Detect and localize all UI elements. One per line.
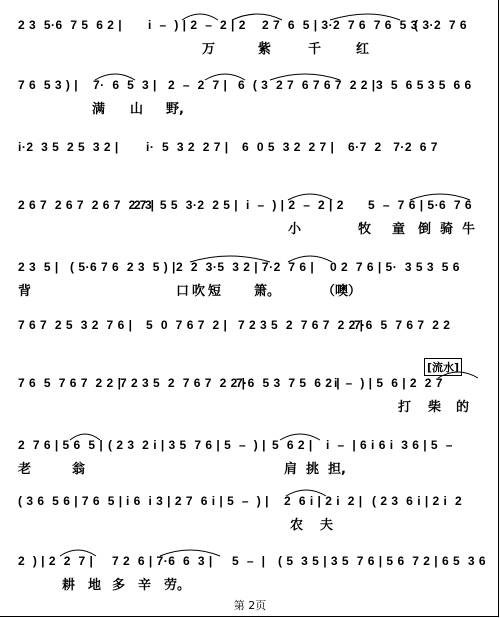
lyric: 打	[398, 400, 412, 415]
lyric: 童	[392, 222, 406, 237]
lyric: 小	[288, 222, 302, 237]
notation-segment: 5 6 2 |	[272, 438, 313, 452]
notation-segment: 2 3 5 |	[18, 260, 59, 274]
lyric: 牛	[462, 222, 476, 237]
lyric: 野,	[166, 102, 184, 117]
tempo-marking: [流水]	[424, 358, 462, 376]
notation-segment: 5 – 7 6 | 5·6 7 6	[368, 198, 473, 212]
notation-segment: 6 0 5 3 2 2 7 |	[242, 140, 335, 154]
notation-segment: 5 – |	[232, 554, 266, 568]
lyric: 山	[130, 102, 144, 117]
lyric: 地	[88, 578, 102, 593]
notation-segment: 2 2 3·5 3 2 | 7·2 7 6 |	[176, 260, 315, 274]
notation-segment: 2 7 6 | 5 6 5 |	[18, 438, 104, 452]
lyric: 箫。	[254, 284, 281, 299]
notation-segment: ( 5 3 5 | 3 5 7 6 | 5 6 7 2 | 6 5 3 6	[278, 554, 487, 568]
notation-segment: 2 7 6 5 | 3·2 7 6 7 6 5 3	[262, 18, 418, 32]
lyric: 的	[456, 400, 470, 415]
lyric: 柴	[428, 400, 442, 415]
notation-segment: 7 2 6 | 7·6 6 3 |	[112, 554, 213, 568]
notation-segment: i· 5 3 2 2 7 |	[146, 140, 229, 154]
notation-segment: 2 3 5·6 7 5 6 2 |	[18, 18, 123, 32]
notation-segment: i·2 3 5 2 5 3 2 |	[18, 140, 119, 154]
notation-segment: 7·6 5 3 7 5 6 2 |	[236, 376, 341, 390]
notation-segment: 7 2 3 5 2 7 6 7 2 2 |	[238, 318, 364, 332]
lyric: 背	[18, 284, 32, 299]
lyric: 挑	[306, 462, 320, 477]
lyric: 担,	[328, 462, 346, 477]
lyric: 老	[18, 462, 32, 477]
notation-segment: 7 2 3 5 2 7 6 7 2 2 |	[120, 376, 246, 390]
notation-segment: 2 6 i | 2 i 2 |	[284, 494, 363, 508]
lyric: 劳。	[164, 578, 191, 593]
lyric: 千	[308, 42, 322, 57]
notation-segment: 2 6 7 2 6 7 2 6 7 2 7 |	[18, 198, 155, 212]
notation-segment: 6·7 2 7·2 6 7	[348, 140, 438, 154]
notation-segment: 0 2 7 6 | 5· 3 5 3 5 6	[330, 260, 460, 274]
notation-segment: 6 ( 3 2 7 6 7 6 7 2 2 |	[238, 78, 376, 92]
notation-segment: 7 6 5 3 ) |	[18, 78, 79, 92]
notation-segment: 3 5 6 5 3 5 6 6	[376, 78, 472, 92]
notation-segment: 2 – 2 7 |	[168, 78, 228, 92]
notation-segment: ( 5·6 7 6 2 3 5 ) |	[70, 260, 176, 274]
lyric: 肩	[284, 462, 298, 477]
notation-segment: ( 3 6 5 6 | 7 6 5 |	[18, 494, 123, 508]
notation-segment: 2 ) | 2 2 7 |	[18, 554, 94, 568]
lyric: 牧	[358, 222, 372, 237]
lyric: 短	[208, 284, 222, 299]
notation-segment: 2 3 5 5 3·2 2 5 |	[134, 198, 239, 212]
lyric: 翁	[72, 462, 86, 477]
lyric: 吹	[192, 284, 206, 299]
notation-segment: ( 2 3 6 i | 2 i 2	[372, 494, 463, 508]
notation-segment: 7· 6 5 3 |	[93, 78, 157, 92]
lyric: 万	[202, 42, 216, 57]
lyric: 多	[112, 578, 126, 593]
lyric: 满	[92, 102, 106, 117]
notation-segment: i – ) | 5 6 | 2 2 7	[334, 376, 443, 390]
lyric: 红	[356, 42, 370, 57]
notation-segment: i – ) | 2 – 2 | 2	[246, 198, 344, 212]
lyric: 骑	[440, 222, 454, 237]
lyric: 口	[176, 284, 190, 299]
lyric: 倒	[418, 222, 432, 237]
lyric: 辛	[138, 578, 152, 593]
notation-segment: 5 0 7 6 7 2 |	[146, 318, 228, 332]
notation-segment: 7 6 7 2 5 3 2 7 6 |	[18, 318, 133, 332]
page-number: 第 2页	[233, 599, 267, 612]
notation-segment: i – | 6 i 6 i 3 6 | 5 –	[326, 438, 453, 452]
notation-segment: ( 2 3 2 i | 3 5 7 6 | 5 – ) |	[108, 438, 266, 452]
lyric: 耕	[62, 578, 76, 593]
lyric: 夫	[320, 518, 334, 533]
notation-segment: 7 6 5 7 6 7 2 2 |	[18, 376, 122, 390]
lyric: （噢）	[322, 284, 362, 299]
lyric: 农	[290, 518, 304, 533]
notation-segment: i – ) | 2 – 2 | 2	[148, 18, 246, 32]
notation-segment: i 6 i 3 | 2 7 6 i | 5 – ) |	[126, 494, 269, 508]
notation-segment: ( 3·2 7 6	[414, 18, 468, 32]
lyric: 紫	[258, 42, 272, 57]
notation-segment: 7·6 5 7 6 7 2 2	[354, 318, 451, 332]
